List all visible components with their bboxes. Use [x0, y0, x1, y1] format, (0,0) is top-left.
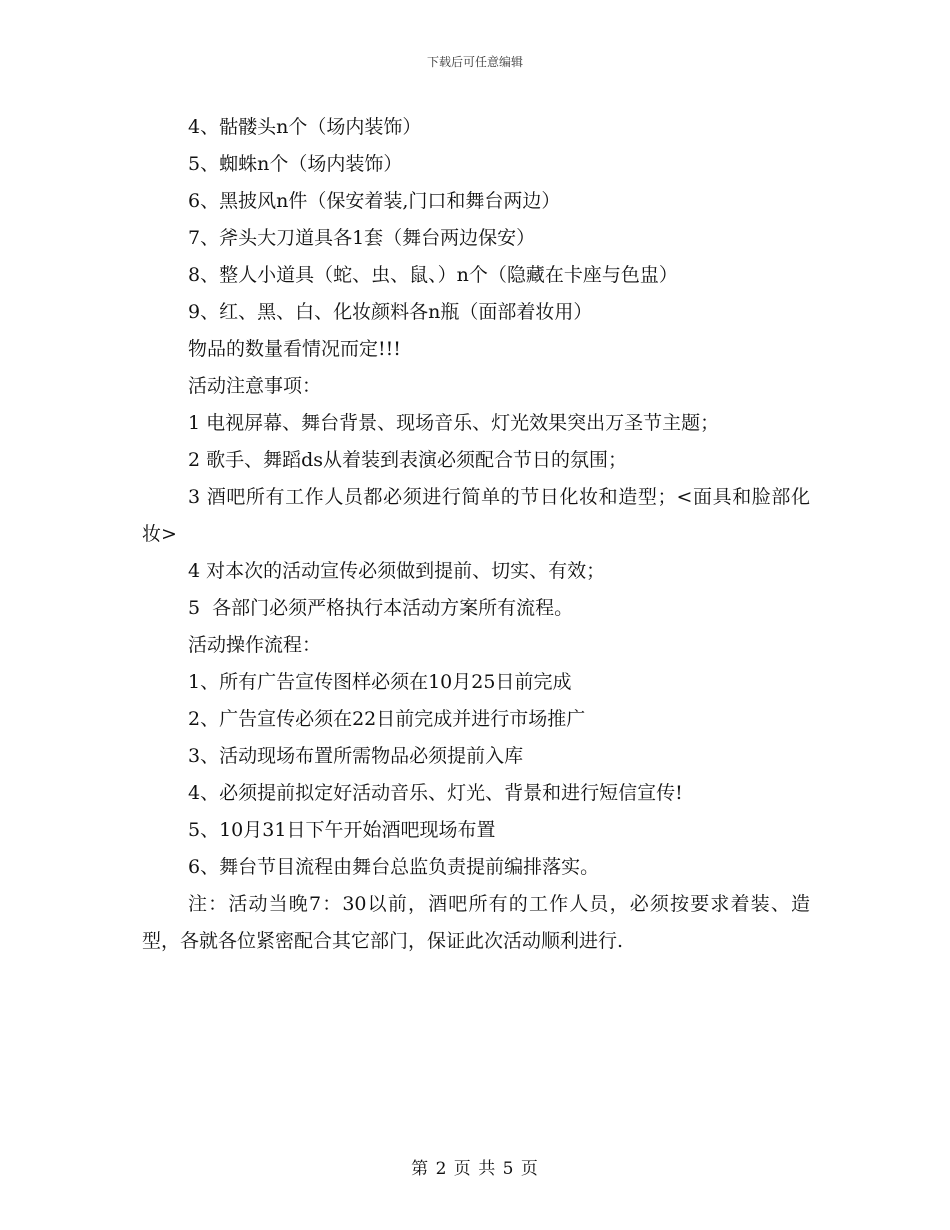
notes-heading: 活动注意事项：: [188, 375, 322, 397]
note-item-5: 5 各部门必须严格执行本活动方案所有流程。: [188, 597, 574, 619]
note-item-4: 4 对本次的活动宣传必须做到提前、切实、有效；: [188, 560, 606, 582]
process-item-1: 1、所有广告宣传图样必须在10月25日前完成: [188, 671, 572, 693]
note-item-1: 1 电视屏幕、舞台背景、现场音乐、灯光效果突出万圣节主题；: [188, 412, 720, 434]
prop-item-6: 6、黑披风n件（保安着装,门口和舞台两边）: [188, 190, 561, 212]
process-item-2: 2、广告宣传必须在22日前完成并进行市场推广: [188, 708, 586, 730]
note-item-2: 2 歌手、舞蹈ds从着装到表演必须配合节日的氛围；: [188, 449, 628, 471]
process-item-4: 4、必须提前拟定好活动音乐、灯光、背景和进行短信宣传!: [188, 782, 683, 804]
prop-item-8: 8、整人小道具（蛇、虫、鼠、）n个（隐藏在卡座与色盅）: [188, 264, 678, 286]
quantity-note: 物品的数量看情况而定!!!: [188, 338, 401, 360]
page-footer: 第 2 页 共 5 页: [411, 1159, 539, 1179]
page-header: 下载后可任意编辑: [426, 55, 523, 69]
process-heading: 活动操作流程：: [188, 634, 322, 656]
note-item-3: 3 酒吧所有工作人员都必须进行简单的节日化妆和造型；<面具和脸部化妆>: [142, 486, 810, 545]
process-item-6: 6、舞台节目流程由舞台总监负责提前编排落实。: [188, 856, 600, 878]
prop-item-5: 5、蜘蛛n个（场内装饰）: [188, 153, 403, 175]
document-body: [142, 109, 810, 960]
prop-item-9: 9、红、黑、白、化妆颜料各n瓶（面部着妆用）: [188, 301, 593, 323]
final-note: 注：活动当晚7：30以前，酒吧所有的工作人员，必须按要求着装、造型，各就各位紧密配合其它部门，保证此次活动顺利进行.: [142, 893, 810, 952]
prop-item-4: 4、骷髅头n个（场内装饰）: [188, 116, 422, 138]
process-item-5: 5、10月31日下午开始酒吧现场布置: [188, 819, 496, 841]
process-item-3: 3、活动现场布置所需物品必须提前入库: [188, 745, 524, 767]
prop-item-7: 7、斧头大刀道具各1套（舞台两边保安）: [188, 227, 536, 249]
